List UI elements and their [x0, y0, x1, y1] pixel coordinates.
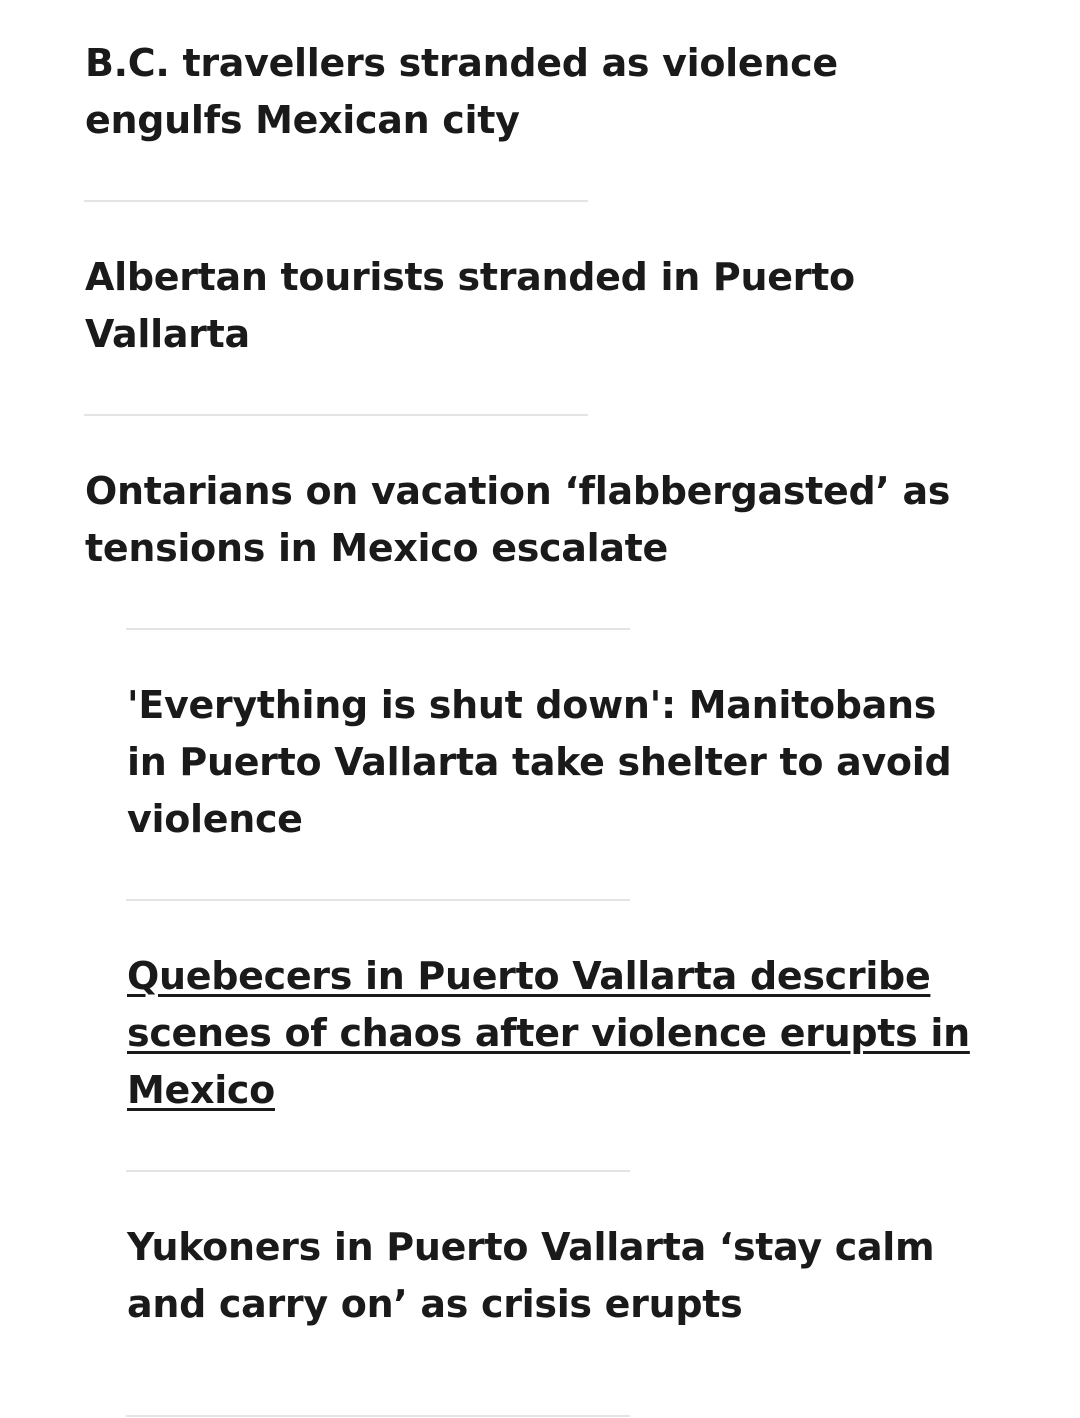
story-link-yukoners[interactable]: Yukoners in Puerto Vallarta ‘stay calm and carry on’ as crisis erupts: [127, 1225, 935, 1326]
story-link-bc-travellers[interactable]: B.C. travellers stranded as violence engulfs Mexican city: [85, 41, 838, 142]
story-link-manitobans[interactable]: 'Everything is shut down': Manitobans in Puerto Vallarta take shelter to avoid violence: [127, 683, 952, 841]
story-link-quebecers[interactable]: Quebecers in Puerto Vallarta describe scenes of chaos after violence erupts in Mexico: [127, 954, 970, 1112]
story-divider: [126, 1170, 630, 1172]
story-divider: [126, 628, 630, 630]
story-link-ontarians[interactable]: Ontarians on vacation ‘flabbergasted’ as tensions in Mexico escalate: [85, 469, 951, 570]
story-divider: [126, 1415, 630, 1417]
story-link-albertan-tourists[interactable]: Albertan tourists stranded in Puerto Vallarta: [85, 255, 855, 356]
story-divider: [84, 200, 588, 202]
story-divider: [84, 414, 588, 416]
story-divider: [126, 899, 630, 901]
